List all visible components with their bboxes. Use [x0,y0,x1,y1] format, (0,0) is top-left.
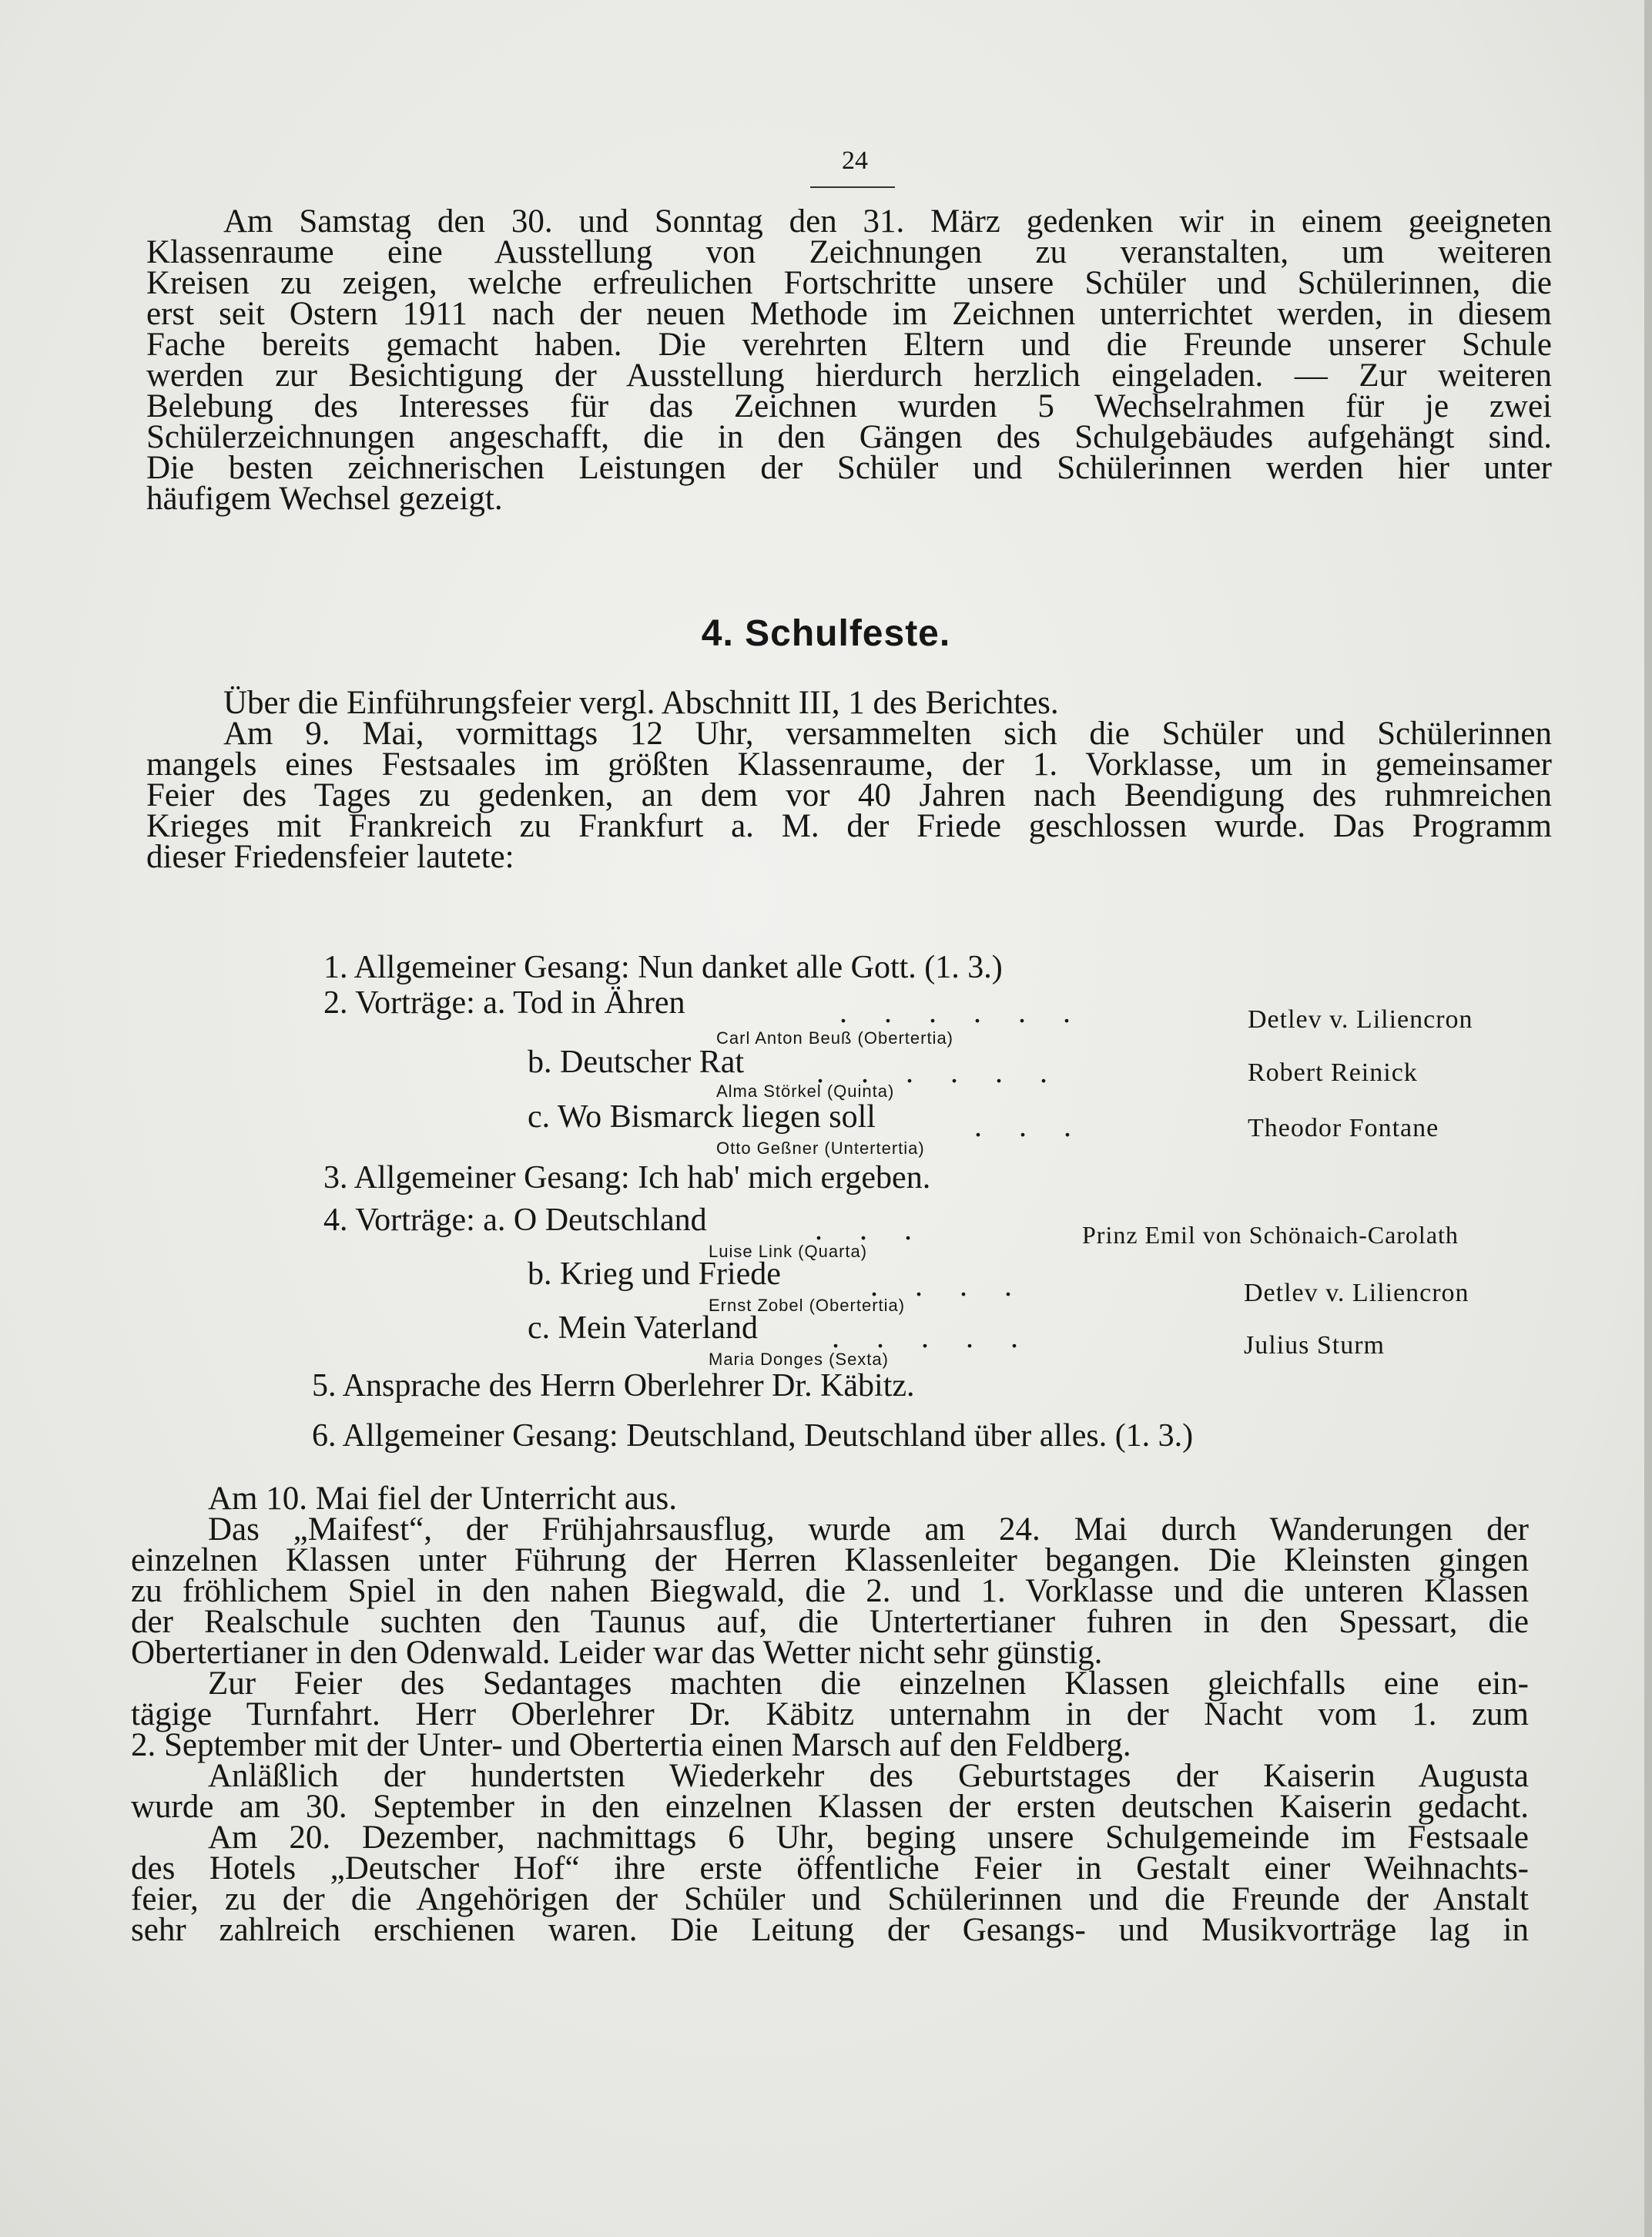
program-item: 6. Allgemeiner Gesang: Deutschland, Deutschland über alles. (1. 3.) [312,1418,1194,1454]
intro-line: erst seit Ostern 1911 nach der neuen Methode im Zeichnen unterrichtet werden, in diesem [146,296,1552,332]
closing-line: Zur Feier des Sedantages machten die einzelnen Klassen gleichfalls eine ein- [208,1665,1529,1702]
closing-line: sehr zahlreich erschienen waren. Die Leitung der Gesangs- und Musikvorträge lag in [131,1912,1529,1948]
intro-line: Schülerzeichnungen angeschafft, die in den Gängen des Schulgebäudes aufgehängt sind. [146,419,1552,455]
section-title: 4. Schulfeste. [701,613,951,654]
closing-line: Am 20. Dezember, nachmittags 6 Uhr, beging unsere Schulgemeinde im Festsaale [208,1819,1529,1856]
closing-line: wurde am 30. September in den einzelnen Klassen der ersten deutschen Kaiserin gedacht. [131,1789,1529,1825]
page-edge-shadow [1644,0,1652,2237]
closing-line: 2. September mit der Unter- und Obertertia einen Marsch auf den Feldberg. [131,1727,1131,1763]
intro-line: Belebung des Interesses für das Zeichnen wurden 5 Wechselrahmen für je zwei [146,388,1552,424]
leader-dots: ... [974,1108,1108,1143]
closing-line: Am 10. Mai fiel der Unterricht aus. [208,1481,677,1517]
intro-line: werden zur Besichtigung der Ausstellung hierdurch herzlich eingeladen. — Zur weiteren [146,357,1552,394]
program-performer: Otto Geßner (Untertertia) [716,1139,925,1158]
closing-line: Obertertianer in den Odenwald. Leider war das Wetter nicht sehr günstig. [131,1635,1103,1671]
program-item: 3. Allgemeiner Gesang: Ich hab' mich ergeben. [323,1160,931,1196]
program-performer: Luise Link (Quarta) [709,1242,868,1261]
program-performer: Carl Anton Beuß (Obertertia) [716,1028,954,1048]
program-author: Robert Reinick [1248,1058,1418,1087]
section-intro-paragraph [146,685,1552,875]
closing-line: des Hotels „Deutscher Hof“ ihre erste öffentliche Feier in Gestalt einer Weihnachts- [131,1850,1529,1887]
intro-line: Klassenraume eine Ausstellung von Zeichnungen zu veranstalten, um weiteren [146,234,1552,270]
section-intro-line: Am 9. Mai, vormittags 12 Uhr, versammelten sich die Schüler und Schülerinnen [223,716,1552,752]
program-performer: Ernst Zobel (Obertertia) [709,1296,906,1315]
program-item: 4. Vorträge: a. O Deutschland [323,1202,707,1238]
intro-line: Die besten zeichnerischen Leistungen der Schüler und Schülerinnen werden hier unter [146,450,1552,486]
closing-line: feier, zu der die Angehörigen der Schüler und Schülerinnen und die Freunde der Anstalt [131,1881,1529,1917]
closing-line: zu fröhlichem Spiel in den nahen Biegwald, die 2. und 1. Vorklasse und die unteren Klassen [131,1573,1529,1609]
program-author: Julius Sturm [1244,1331,1385,1360]
leader-dots: ...... [839,994,1107,1029]
intro-line: häufigem Wechsel gezeigt. [146,481,503,517]
section-intro-line: mangels eines Festsaales im größten Klassenraume, der 1. Vorklasse, um in gemeinsamer [146,746,1552,783]
program-item: 5. Ansprache des Herrn Oberlehrer Dr. Käbitz. [312,1368,915,1404]
leader-dots: .... [870,1268,1049,1303]
section-intro-line: dieser Friedensfeier lautete: [146,839,514,875]
intro-paragraph [146,203,1552,517]
closing-line: Das „Maifest“, der Frühjahrsausflug, wurde am 24. Mai durch Wanderungen der [208,1511,1529,1548]
section-intro-line: Krieges mit Frankreich zu Frankfurt a. M. der Friede geschlossen wurde. Das Programm [146,808,1552,844]
intro-line: Am Samstag den 30. und Sonntag den 31. März gedenken wir in einem geeigneten [223,203,1552,240]
program-item: c. Wo Bismarck liegen soll [528,1099,876,1135]
program-item: 2. Vorträge: a. Tod in Ähren [323,985,685,1021]
closing-line: der Realschule suchten den Taunus auf, die Untertertianer fuhren in den Spessart, die [131,1604,1529,1640]
program-author: Detlev v. Liliencron [1248,1005,1473,1034]
intro-line: Fache bereits gemacht haben. Die verehrten Eltern und die Freunde unserer Schule [146,327,1552,363]
closing-line: einzelnen Klassen unter Führung der Herren Klassenleiter begangen. Die Kleinsten gingen [131,1542,1529,1578]
leader-dots: ... [815,1212,949,1246]
closing-line: Anläßlich der hundertsten Wiederkehr des Geburtstages der Kaiserin Augusta [208,1758,1529,1794]
section-intro-line: Feier des Tages zu gedenken, an dem vor 40 Jahren nach Beendigung des ruhmreichen [146,777,1552,813]
intro-line: Kreisen zu zeigen, welche erfreulichen Fortschritte unsere Schüler und Schülerinnen, die [146,265,1552,301]
leader-dots: ...... [816,1055,1084,1089]
closing-line: tägige Turnfahrt. Herr Oberlehrer Dr. Käbitz unternahm in der Nacht vom 1. zum [131,1696,1529,1732]
program-author: Prinz Emil von Schönaich-Carolath [1082,1221,1459,1249]
page-number-rule [810,186,895,188]
program-item: b. Deutscher Rat [528,1045,745,1080]
program-author: Detlev v. Liliencron [1244,1279,1469,1307]
page-number: 24 [842,146,868,175]
program-performer: Maria Donges (Sexta) [709,1350,889,1369]
program-author: Theodor Fontane [1248,1114,1439,1142]
program-performer: Alma Störkel (Quinta) [716,1082,895,1101]
program-item: b. Krieg und Friede [528,1256,781,1292]
section-intro-line: Über die Einführungsfeier vergl. Abschnitt III, 1 des Berichtes. [223,685,1059,721]
program-item: c. Mein Vaterland [528,1310,758,1346]
closing-paragraph [131,1481,1529,1948]
leader-dots: ..... [832,1320,1055,1354]
program-item: 1. Allgemeiner Gesang: Nun danket alle Gott. (1. 3.) [323,950,1003,985]
